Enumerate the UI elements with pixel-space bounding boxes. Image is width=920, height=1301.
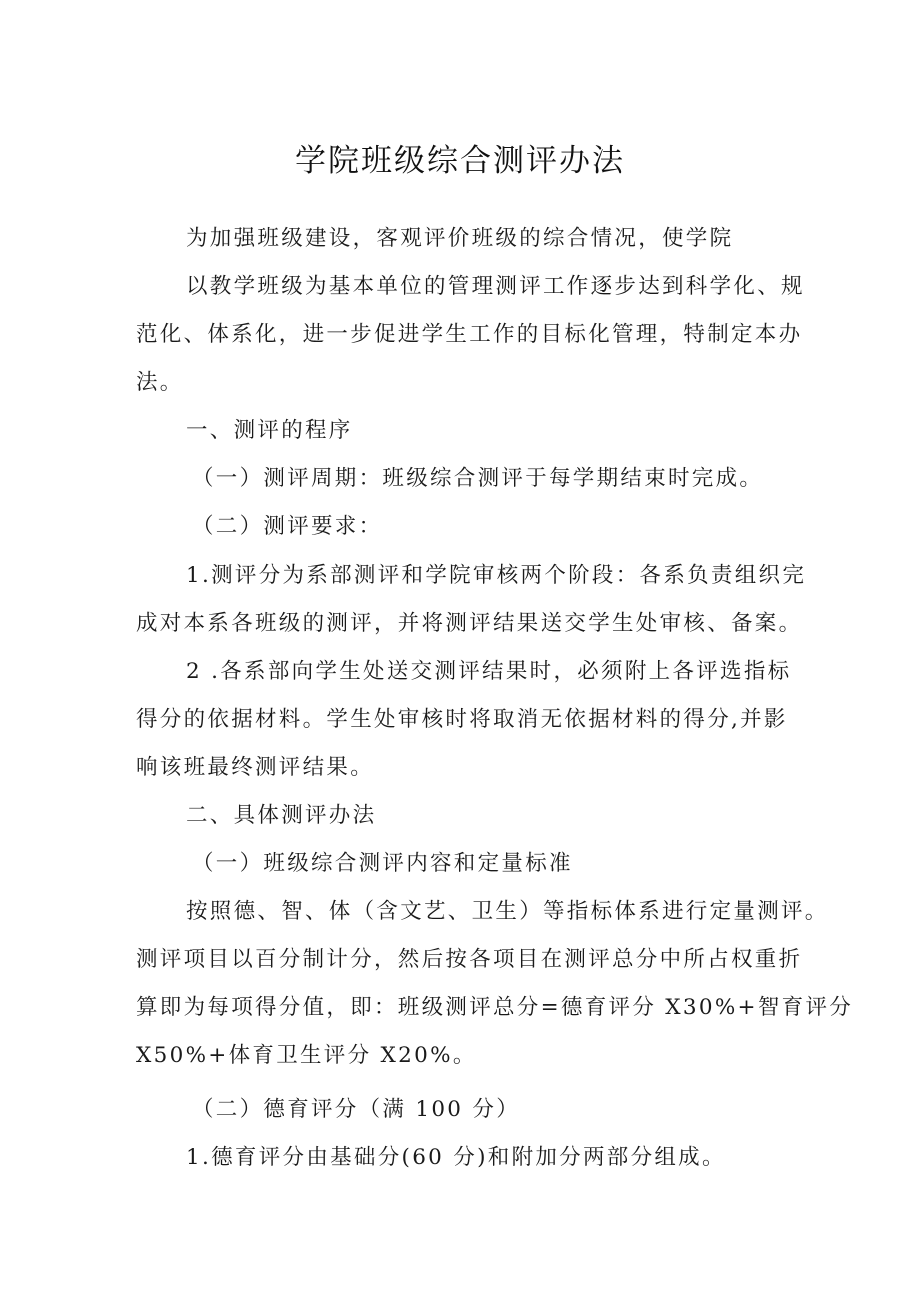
paragraph-line: 以教学班级为基本单位的管理测评工作逐步达到科学化、规 (186, 274, 805, 299)
paragraph-line: 法。 (136, 370, 184, 395)
paragraph-line: 为加强班级建设，客观评价班级的综合情况，使学院 (186, 226, 734, 251)
paragraph-line: 按照德、智、体（含文艺、卫生）等指标体系进行定量测评。 (186, 899, 829, 924)
paragraph-line: 范化、体系化，进一步促进学生工作的目标化管理，特制定本办 (136, 322, 803, 347)
paragraph-line: 响该班最终测评结果。 (136, 755, 375, 780)
subsection-heading: （一）班级综合测评内容和定量标准 (192, 851, 573, 876)
section-heading: 二、具体测评办法 (186, 803, 377, 828)
paragraph-line: 成对本系各班级的测评，并将测评结果送交学生处审核、备案。 (136, 611, 803, 636)
paragraph-line: 1.测评分为系部测评和学院审核两个阶段：各系负责组织完 (186, 563, 807, 588)
section-heading: 一、测评的程序 (186, 418, 353, 443)
paragraph-line: 1.德育评分由基础分(60 分)和附加分两部分组成。 (186, 1145, 726, 1170)
paragraph-line: 2 .各系部向学生处送交测评结果时，必须附上各评选指标 (186, 659, 792, 684)
subsection-heading: （二）德育评分（满 100 分） (192, 1097, 521, 1122)
document-title: 学院班级综合测评办法 (295, 143, 625, 179)
paragraph-line: 得分的依据材料。学生处审核时将取消无依据材料的得分,并影 (136, 707, 788, 732)
paragraph-line: X50%+体育卫生评分 X20%。 (136, 1043, 477, 1068)
paragraph-line: 测评项目以百分制计分，然后按各项目在测评总分中所占权重折 (136, 947, 803, 972)
paragraph-line: 算即为每项得分值，即：班级测评总分=德育评分 X30%+智育评分 (136, 995, 854, 1020)
subsection-heading: （一）测评周期：班级综合测评于每学期结束时完成。 (192, 466, 764, 491)
subsection-heading: （二）测评要求： (192, 514, 383, 539)
